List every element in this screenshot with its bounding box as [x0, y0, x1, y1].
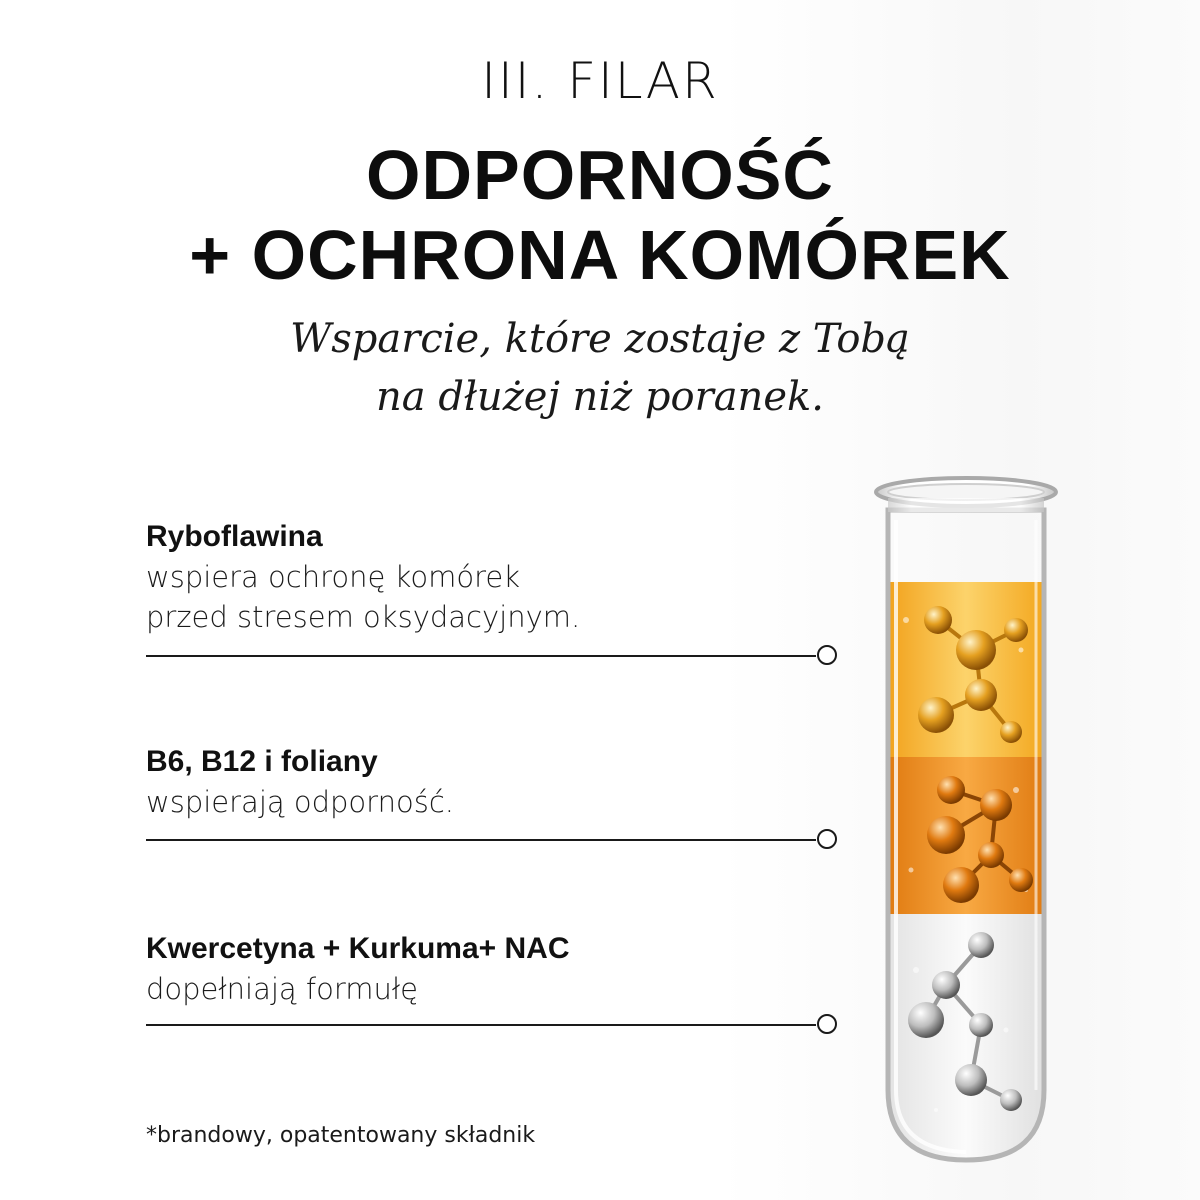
- subtitle-line-1: Wsparcie, które zostaje z Tobą: [290, 316, 910, 362]
- connector-dot: [817, 645, 837, 665]
- ingredient-description-line: wspierają odporność.: [146, 785, 454, 819]
- ingredient-description-line: wspiera ochronę komórek: [146, 560, 520, 594]
- ingredient-item-riboflavin: [146, 517, 846, 637]
- ingredient-description-line: dopełniają formułę: [146, 972, 418, 1006]
- footnote: *brandowy, opatentowany składnik: [146, 1123, 536, 1148]
- ingredient-title: Kwercetyna + Kurkuma+ NAC: [146, 932, 570, 965]
- ingredient-title: B6, B12 i foliany: [146, 745, 378, 778]
- connector-line: [146, 1024, 816, 1026]
- pillar-label: III. FILAR: [481, 52, 719, 110]
- headline-line-1: ODPORNOŚĆ: [366, 136, 834, 214]
- ingredient-item-quercetin: [146, 929, 846, 1009]
- connector-dot: [817, 1014, 837, 1034]
- subtitle-line-2: na dłużej niż poranek.: [376, 374, 824, 420]
- ingredient-title: Ryboflawina: [146, 520, 323, 553]
- connector-line: [146, 655, 816, 657]
- test-tube-illustration: [866, 470, 1066, 1170]
- headline-line-2: + OCHRONA KOMÓREK: [189, 216, 1011, 294]
- connector-dot: [817, 829, 837, 849]
- ingredient-item-b-vitamins: [146, 742, 846, 822]
- ingredient-description-line: przed stresem oksydacyjnym.: [146, 600, 581, 634]
- connector-line: [146, 839, 816, 841]
